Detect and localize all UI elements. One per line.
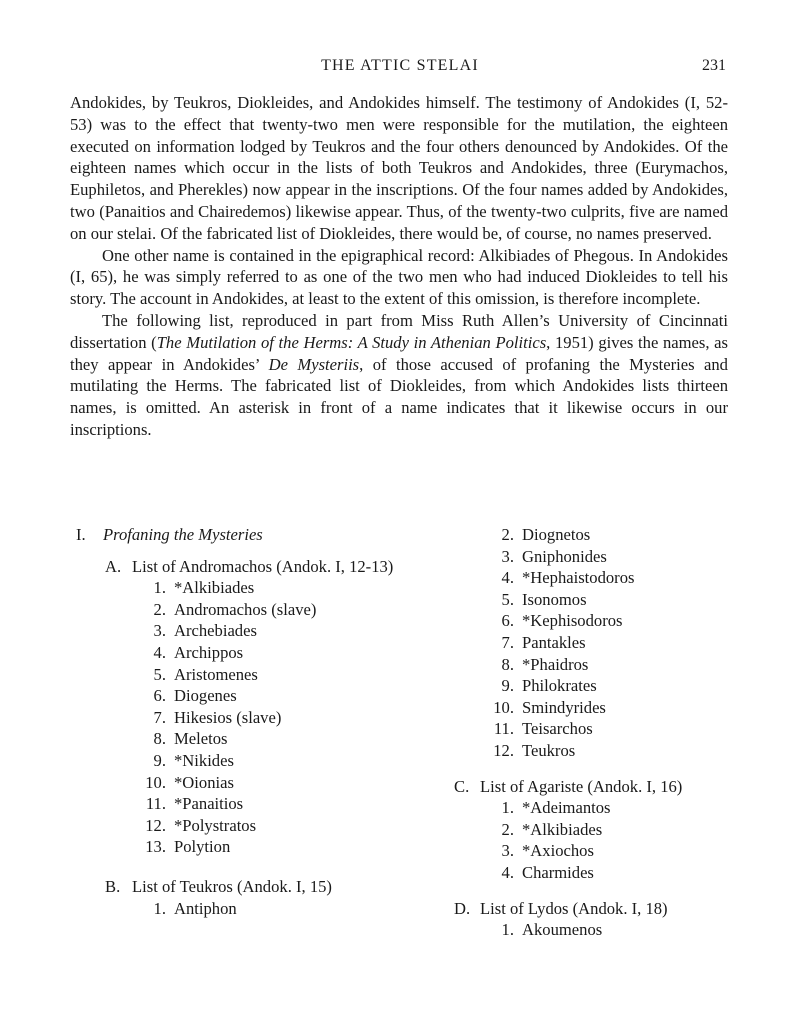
- list-heading-b: [76, 876, 406, 898]
- item-number: 11.: [493, 719, 514, 739]
- item-number: 9.: [501, 676, 514, 696]
- list-item: [134, 577, 406, 599]
- list-item: [474, 675, 744, 697]
- list-item: [474, 819, 744, 841]
- list-title-a: List of Andromachos (Andok. I, 12-13): [132, 556, 394, 576]
- item-number: 13.: [145, 837, 166, 857]
- list-b-part-2: [454, 524, 744, 762]
- list-d: [454, 919, 744, 941]
- item-name: Gniphonides: [522, 546, 607, 566]
- section-heading: [76, 524, 406, 546]
- running-title: THE ATTIC STELAI: [321, 57, 479, 74]
- list-item: [474, 697, 744, 719]
- list-b-part-1: [76, 898, 406, 920]
- item-name: *Panaitios: [174, 794, 244, 814]
- item-name: Pantakles: [522, 632, 586, 652]
- body-text: [70, 92, 728, 441]
- item-name: Teukros: [522, 740, 576, 760]
- item-number: 7.: [501, 632, 514, 652]
- item-name: Polytion: [174, 837, 231, 857]
- item-name: Charmides: [522, 862, 594, 882]
- left-column: [76, 524, 406, 919]
- item-name: Teisarchos: [522, 719, 593, 739]
- section-title: Profaning the Mysteries: [103, 525, 263, 544]
- item-number: 1.: [501, 920, 514, 940]
- list-item: [134, 620, 406, 642]
- list-item: [474, 919, 744, 941]
- list-c: [454, 797, 744, 883]
- item-number: 1.: [153, 578, 166, 598]
- item-name: Andromachos (slave): [174, 599, 317, 619]
- item-name: Archebiades: [174, 621, 257, 641]
- item-name: Archippos: [174, 642, 244, 662]
- item-name: Diognetos: [522, 525, 591, 544]
- item-number: 10.: [145, 772, 166, 792]
- item-number: 11.: [145, 794, 166, 814]
- list-item: [474, 546, 744, 568]
- item-name: Aristomenes: [174, 664, 258, 684]
- list-item: [474, 654, 744, 676]
- item-name: Akoumenos: [522, 920, 603, 940]
- page-number: 231: [702, 57, 726, 74]
- item-number: 5.: [153, 664, 166, 684]
- item-number: 6.: [501, 611, 514, 631]
- list-item: [474, 567, 744, 589]
- item-number: 4.: [153, 642, 166, 662]
- list-item: [134, 599, 406, 621]
- item-number: 12.: [493, 740, 514, 760]
- item-name: *Phaidros: [522, 654, 589, 674]
- item-number: 7.: [153, 707, 166, 727]
- item-number: 9.: [153, 750, 166, 770]
- item-name: Smindyrides: [522, 697, 606, 717]
- paragraph-3-part-1: The following list, reproduced in part from Miss Ruth Allen’s University of Cincinnati dissertation (: [70, 310, 728, 352]
- list-letter-b: B.: [105, 876, 121, 896]
- paragraph-2: One other name is contained in the epigraphical record: Alkibiades of Phegous. In Andokides (I, 65), he was simply referred to as one of the two men who had induced Diokleides to tell his story. The account in Andokides, at least to the extent of this omission, is therefore incomplete.: [70, 245, 728, 309]
- list-heading-c: [454, 776, 744, 798]
- item-name: Philokrates: [522, 676, 597, 696]
- item-name: *Hephaistodoros: [522, 568, 635, 588]
- running-header: [70, 57, 730, 79]
- item-number: 8.: [501, 654, 514, 674]
- list-item: [134, 707, 406, 729]
- item-number: 2.: [501, 819, 514, 839]
- item-name: *Nikides: [174, 750, 234, 770]
- list-item: [474, 718, 744, 740]
- item-number: 2.: [153, 599, 166, 619]
- list-item: [134, 793, 406, 815]
- item-name: *Alkibiades: [174, 578, 255, 598]
- item-number: 5.: [501, 589, 514, 609]
- item-name: *Adeimantos: [522, 798, 611, 818]
- right-column: [454, 524, 744, 941]
- list-title-d: List of Lydos (Andok. I, 18): [480, 898, 668, 918]
- list-item: [134, 815, 406, 837]
- list-item: [134, 772, 406, 794]
- list-item: [474, 797, 744, 819]
- section-number: I.: [76, 525, 86, 544]
- item-number: 10.: [493, 697, 514, 717]
- item-name: Diogenes: [174, 686, 237, 706]
- list-item: [474, 589, 744, 611]
- item-name: *Kephisodoros: [522, 611, 623, 631]
- item-name: Hikesios (slave): [174, 707, 282, 727]
- list-item: [134, 728, 406, 750]
- item-name: *Oionias: [174, 772, 234, 792]
- item-number: 1.: [153, 898, 166, 918]
- de-mysteriis-title: De Mysteriis: [268, 354, 360, 374]
- list-item: [134, 898, 406, 920]
- dissertation-title: The Mutilation of the Herms: A Study in Athenian Politics: [156, 332, 547, 352]
- item-name: Meletos: [174, 729, 228, 749]
- item-number: 3.: [501, 841, 514, 861]
- item-name: Antiphon: [174, 898, 237, 918]
- list-item: [474, 524, 744, 546]
- paragraph-3: [70, 310, 728, 441]
- list-heading-a: [76, 556, 406, 578]
- item-name: *Polystratos: [174, 815, 257, 835]
- item-name: Isonomos: [522, 589, 587, 609]
- paragraph-3-part-3: , of those accused of profaning the Mysteries and mutilating the Herms. The fabricated list of Diokleides, from which Andokides lists thirteen names, is omitted. An asterisk in front of a name indicates that it likewise occurs in our inscriptions.: [70, 354, 728, 439]
- list-item: [134, 642, 406, 664]
- paragraph-3-part-2: , 1951) gives the names, as they appear in Andokides’: [70, 332, 728, 374]
- list-title-b: List of Teukros (Andok. I, 15): [132, 876, 332, 896]
- list-item: [474, 610, 744, 632]
- item-number: 6.: [153, 686, 166, 706]
- item-number: 3.: [501, 546, 514, 566]
- list-item: [474, 840, 744, 862]
- list-item: [134, 685, 406, 707]
- list-item: [474, 862, 744, 884]
- item-name: *Alkibiades: [522, 819, 603, 839]
- item-number: 3.: [153, 621, 166, 641]
- item-number: 2.: [501, 525, 514, 544]
- item-number: 12.: [145, 815, 166, 835]
- list-item: [134, 664, 406, 686]
- list-item: [134, 836, 406, 858]
- list-letter-d: D.: [454, 898, 471, 918]
- paragraph-1: Andokides, by Teukros, Diokleides, and Andokides himself. The testimony of Andokides (I, 52-53) was to the effect that twenty-two men were responsible for the mutilation, the eighteen executed on information lodged by Teukros and the four others denounced by Andokides. Of the eighteen names which occur in the lists of both Teukros and Andokides, three (Eurymachos, Euphiletos, and Pherekles) now appear in the inscriptions. Of the four names added by Andokides, two (Panaitios and Chairedemos) likewise appear. Thus, of the twenty-two culprits, five are named on our stelai. Of the fabricated list of Diokleides, there would be, of course, no names preserved.: [70, 93, 728, 243]
- list-item: [134, 750, 406, 772]
- item-number: 4.: [501, 568, 514, 588]
- list-title-c: List of Agariste (Andok. I, 16): [480, 776, 683, 796]
- item-number: 4.: [501, 862, 514, 882]
- item-number: 8.: [153, 729, 166, 749]
- list-a: [76, 577, 406, 858]
- list-letter-a: A.: [105, 556, 122, 576]
- list-letter-c: C.: [454, 776, 470, 796]
- list-item: [474, 632, 744, 654]
- list-heading-d: [454, 898, 744, 920]
- item-name: *Axiochos: [522, 841, 594, 861]
- list-item: [474, 740, 744, 762]
- item-number: 1.: [501, 798, 514, 818]
